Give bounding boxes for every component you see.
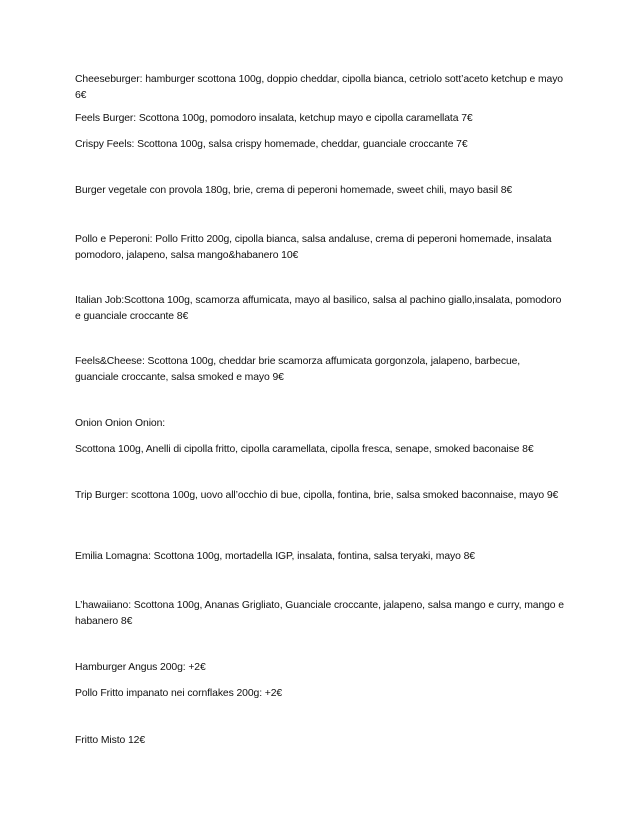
menu-item-fritto-misto: Fritto Misto 12€ — [75, 735, 146, 746]
menu-item-onion-title: Onion Onion Onion: — [75, 418, 166, 429]
menu-item-hamburger-angus: Hamburger Angus 200g: +2€ — [75, 662, 206, 673]
menu-item-emilia-lomagna: Emilia Lomagna: Scottona 100g, mortadella IGP, insalata, fontina, salsa teryaki, mayo 8€ — [75, 551, 475, 562]
menu-item-cheeseburger: Cheeseburger: hamburger scottona 100g, doppio cheddar, cipolla bianca, cetriolo sott’aceto ketchup e mayo 6€ — [75, 74, 563, 101]
menu-item-pollo-fritto: Pollo Fritto impanato nei cornflakes 200g: +2€ — [75, 688, 283, 699]
menu-item-italian-job: Italian Job:Scottona 100g, scamorza affumicata, mayo al basilico, salsa al pachino giallo,insalata, pomodoro e guanciale croccante 8€ — [75, 295, 562, 322]
menu-item-pollo-e-peperoni: Pollo e Peperoni: Pollo Fritto 200g, cipolla bianca, salsa andaluse, crema di peperoni homemade, insalata pomodoro, jalapeno, salsa mango&habanero 10€ — [75, 234, 552, 261]
menu-item-hawaiiano: L’hawaiiano: Scottona 100g, Ananas Grigliato, Guanciale croccante, jalapeno, salsa mango e curry, mango e habanero 8€ — [75, 600, 564, 627]
menu-item-feels-and-cheese: Feels&Cheese: Scottona 100g, cheddar brie scamorza affumicata gorgonzola, jalapeno, barbecue, guanciale croccante, salsa smoked e mayo 9€ — [75, 356, 521, 383]
menu-item-burger-vegetale: Burger vegetale con provola 180g, brie, crema di peperoni homemade, sweet chili, mayo basil 8€ — [75, 185, 513, 196]
menu-item-crispy-feels: Crispy Feels: Scottona 100g, salsa crispy homemade, cheddar, guanciale croccante 7€ — [75, 139, 468, 150]
menu-item-trip-burger: Trip Burger: scottona 100g, uovo all’occhio di bue, cipolla, fontina, brie, salsa smoked baconnaise, mayo 9€ — [75, 490, 559, 501]
menu-item-feels-burger: Feels Burger: Scottona 100g, pomodoro insalata, ketchup mayo e cipolla caramellata 7€ — [75, 113, 473, 124]
menu-item-onion-description: Scottona 100g, Anelli di cipolla fritto, cipolla caramellata, cipolla fresca, senape, smoked baconaise 8€ — [75, 444, 534, 455]
